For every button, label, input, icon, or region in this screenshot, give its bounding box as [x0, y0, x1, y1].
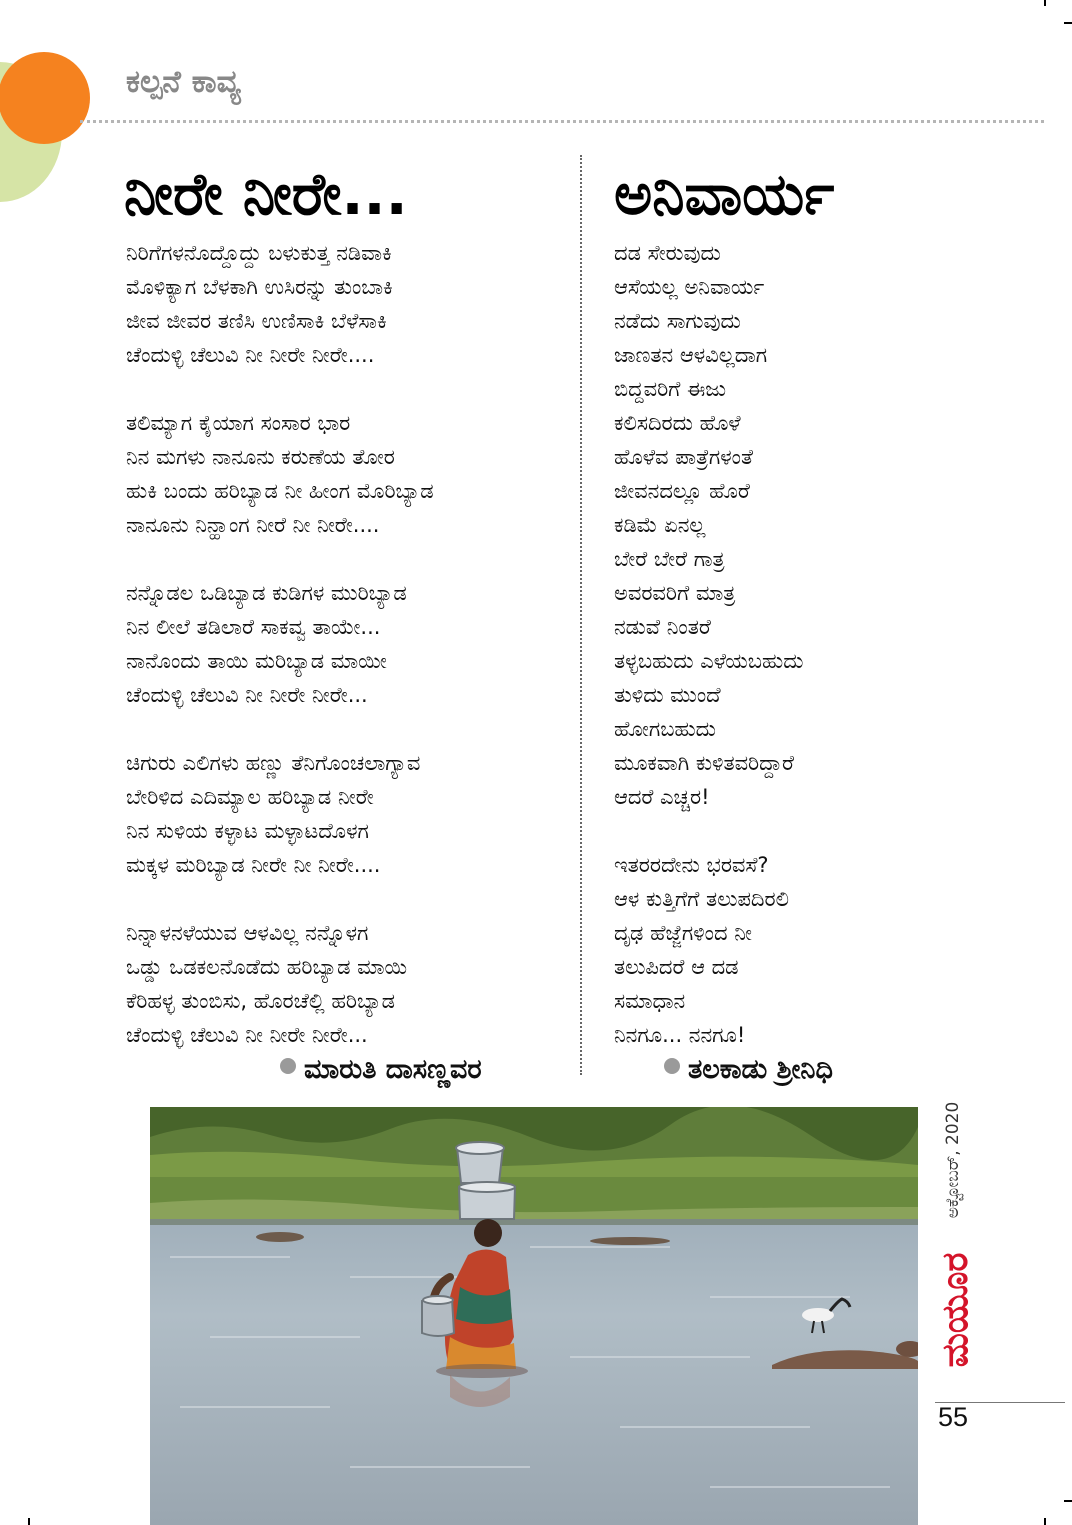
decorative-orange-circle: [0, 52, 90, 144]
poem-line: ಹೊಳೆವ ಪಾತ್ರೆಗಳಂತೆ: [614, 445, 753, 469]
poem-line: ಬೇರೆ ಬೇರೆ ಗಾತ್ರ: [614, 547, 725, 571]
poem-line: ನಾನೊಂದು ತಾಯಿ ಮರಿಬ್ಯಾಡ ಮಾಯೀ: [126, 649, 387, 673]
poem-line: ಆಸೆಯಲ್ಲ ಅನಿವಾರ್ಯ: [614, 275, 765, 299]
poem-line: ಮೂಕವಾಗಿ ಕುಳಿತವರಿದ್ದಾರೆ: [614, 751, 794, 775]
poem-line: ಬೇರಿಳಿದ ಎದಿಮ್ಯಾಲ ಹರಿಬ್ಯಾಡ ನೀರೇ: [126, 785, 374, 809]
river-photo: [150, 1107, 918, 1525]
poem-line: ಹೋಗಬಹುದು: [614, 717, 716, 741]
poem-line: ತಳ್ಳಬಹುದು ಎಳೆಯಬಹುದು: [614, 649, 804, 673]
poem-line: ಕೆರಿಹಳ್ಳ ತುಂಬಿಸು, ಹೊರಚೆಲ್ಲಿ ಹರಿಬ್ಯಾಡ: [126, 989, 396, 1013]
poem-line: ಒಡ್ಡು ಒಡಕಲನೊಡೆದು ಹರಿಬ್ಯಾಡ ಮಾಯಿ: [126, 955, 408, 979]
poem-line: ನಡೆದು ಸಾಗುವುದು: [614, 309, 741, 333]
left-author-name: ಮಾರುತಿ ದಾಸಣ್ಣವರ: [304, 1054, 482, 1085]
poem-line: ಚೆಂದುಳ್ಳಿ ಚೆಲುವಿ ನೀ ನೀರೇ ನೀರೇ...: [126, 683, 368, 707]
poem-line: ನಡುವೆ ನಿಂತರೆ: [614, 615, 711, 639]
poem-line: ತಲುಪಿದರೆ ಆ ದಡ: [614, 955, 739, 979]
left-poem-title: ನೀರೇ ನೀರೇ...: [124, 160, 408, 228]
poem-line: ಆದರೆ ಎಚ್ಚರ!: [614, 785, 710, 809]
right-poem-body: [614, 236, 914, 1086]
bullet-icon: [664, 1058, 680, 1074]
right-author-name: ತಲಕಾಡು ಶ್ರೀನಿಧಿ: [688, 1054, 833, 1085]
poem-line: ಜಾಣತನ ಆಳವಿಲ್ಲದಾಗ: [614, 343, 768, 367]
header-divider: [80, 120, 1044, 123]
poem-line: ಚಿಗುರು ಎಲಿಗಳು ಹಣ್ಣು ತೆನಿಗೊಂಚಲಾಗ್ಯಾವ: [126, 751, 421, 775]
left-poem-stanza: [126, 406, 566, 542]
crop-mark: [1044, 1518, 1046, 1525]
poem-line: ಇತರರದೇನು ಭರವಸೆ?: [614, 853, 769, 877]
crop-mark: [28, 1518, 30, 1525]
poem-line: ನಾನೂನು ನಿನ್ಹಾಂಗ ನೀರೆ ನೀ ನೀರೇ....: [126, 513, 380, 537]
poem-line: ಆಳ ಕುತ್ತಿಗೆಗೆ ತಲುಪದಿರಲಿ: [614, 887, 789, 911]
poem-line: ಕಲಿಸದಿರದು ಹೊಳೆ: [614, 411, 741, 435]
right-poem-stanza: [614, 236, 914, 814]
crop-mark: [1064, 1500, 1072, 1502]
poem-line: ನನ್ನೊಡಲ ಒಡಿಬ್ಯಾಡ ಕುಡಿಗಳ ಮುರಿಬ್ಯಾಡ: [126, 581, 407, 605]
left-poem-stanza: [126, 916, 566, 1052]
left-poem-author: [280, 1054, 482, 1086]
poem-line: ಚೆಂದುಳ್ಳಿ ಚೆಲುವಿ ನೀ ನೀರೇ ನೀರೇ...: [126, 1023, 368, 1047]
poem-line: ಜೀವನದಲ್ಲೂ ಹೊರೆ: [614, 479, 750, 503]
poem-line: ತಲಿಮ್ಯಾಗ ಕೈಯಾಗ ಸಂಸಾರ ಭಾರ: [126, 411, 351, 435]
poem-line: ಕಡಿಮೆ ಏನಲ್ಲ: [614, 513, 706, 537]
left-poem-stanza: [126, 576, 566, 712]
section-label: ಕಲ್ಪನೆ ಕಾವ್ಯ: [126, 64, 241, 100]
poem-line: ಚೆಂದುಳ್ಳಿ ಚೆಲುವಿ ನೀ ನೀರೇ ನೀರೇ....: [126, 343, 375, 367]
poem-line: ಹುಕಿ ಬಂದು ಹರಿಬ್ಯಾಡ ನೀ ಹೀಂಗ ಮೊರಿಬ್ಯಾಡ: [126, 479, 434, 503]
poem-line: ಮೊಳಿಕ್ಯಾಗ ಬೆಳಕಾಗಿ ಉಸಿರನ್ನು ತುಂಬಾಕಿ: [126, 275, 393, 299]
right-poem-title: ಅನಿವಾರ್ಯ: [614, 160, 835, 228]
bullet-icon: [280, 1058, 296, 1074]
left-poem-stanza: [126, 746, 566, 882]
left-poem-body: [126, 236, 566, 1086]
right-poem-author: [664, 1054, 833, 1086]
poem-line: ದಡ ಸೇರುವುದು: [614, 241, 721, 265]
poem-line: ನಿನ ಮಗಳು ನಾನೂನು ಕರುಣೆಯ ತೋರ: [126, 445, 395, 469]
poem-line: ನಿರಿಗೆಗಳನೊದ್ದೊದ್ದು ಬಳುಕುತ್ತ ನಡಿವಾಕಿ: [126, 241, 392, 265]
poem-line: ಬಿದ್ದವರಿಗೆ ಈಜು: [614, 377, 727, 401]
poem-line: ನಿನ ಲೀಲೆ ತಡಿಲಾರೆ ಸಾಕವ್ವ ತಾಯೇ...: [126, 615, 381, 639]
poem-line: ದೃಢ ಹೆಜ್ಜೆಗಳಿಂದ ನೀ: [614, 921, 752, 945]
poem-line: ಅವರವರಿಗೆ ಮಾತ್ರ: [614, 581, 736, 605]
poem-line: ಮಕ್ಕಳ ಮರಿಬ್ಯಾಡ ನೀರೇ ನೀ ನೀರೇ....: [126, 853, 381, 877]
poem-line: ಸಮಾಧಾನ: [614, 989, 686, 1013]
left-poem-stanza: [126, 236, 566, 372]
poem-line: ಜೀವ ಜೀವರ ತಣಿಸಿ ಉಣಿಸಾಕಿ ಬೆಳೆಸಾಕಿ: [126, 309, 387, 333]
poem-line: ತುಳಿದು ಮುಂದೆ: [614, 683, 721, 707]
column-divider: [580, 155, 582, 1075]
poem-line: ನಿನ ಸುಳಿಯ ಕಳ್ಳಾಟ ಮಳ್ಳಾಟದೊಳಗ: [126, 819, 369, 843]
crop-mark: [1044, 0, 1046, 6]
poem-line: ನಿನ್ನಾಳನಳೆಯುವ ಆಳವಿಲ್ಲ ನನ್ನೊಳಗ: [126, 921, 369, 945]
right-poem-stanza: [614, 848, 914, 1052]
crop-mark: [1064, 22, 1072, 24]
poem-line: ನಿನಗೂ... ನನಗೂ!: [614, 1023, 746, 1047]
river-photo-illustration: [150, 1107, 918, 1525]
page-number: 55: [938, 1402, 969, 1432]
